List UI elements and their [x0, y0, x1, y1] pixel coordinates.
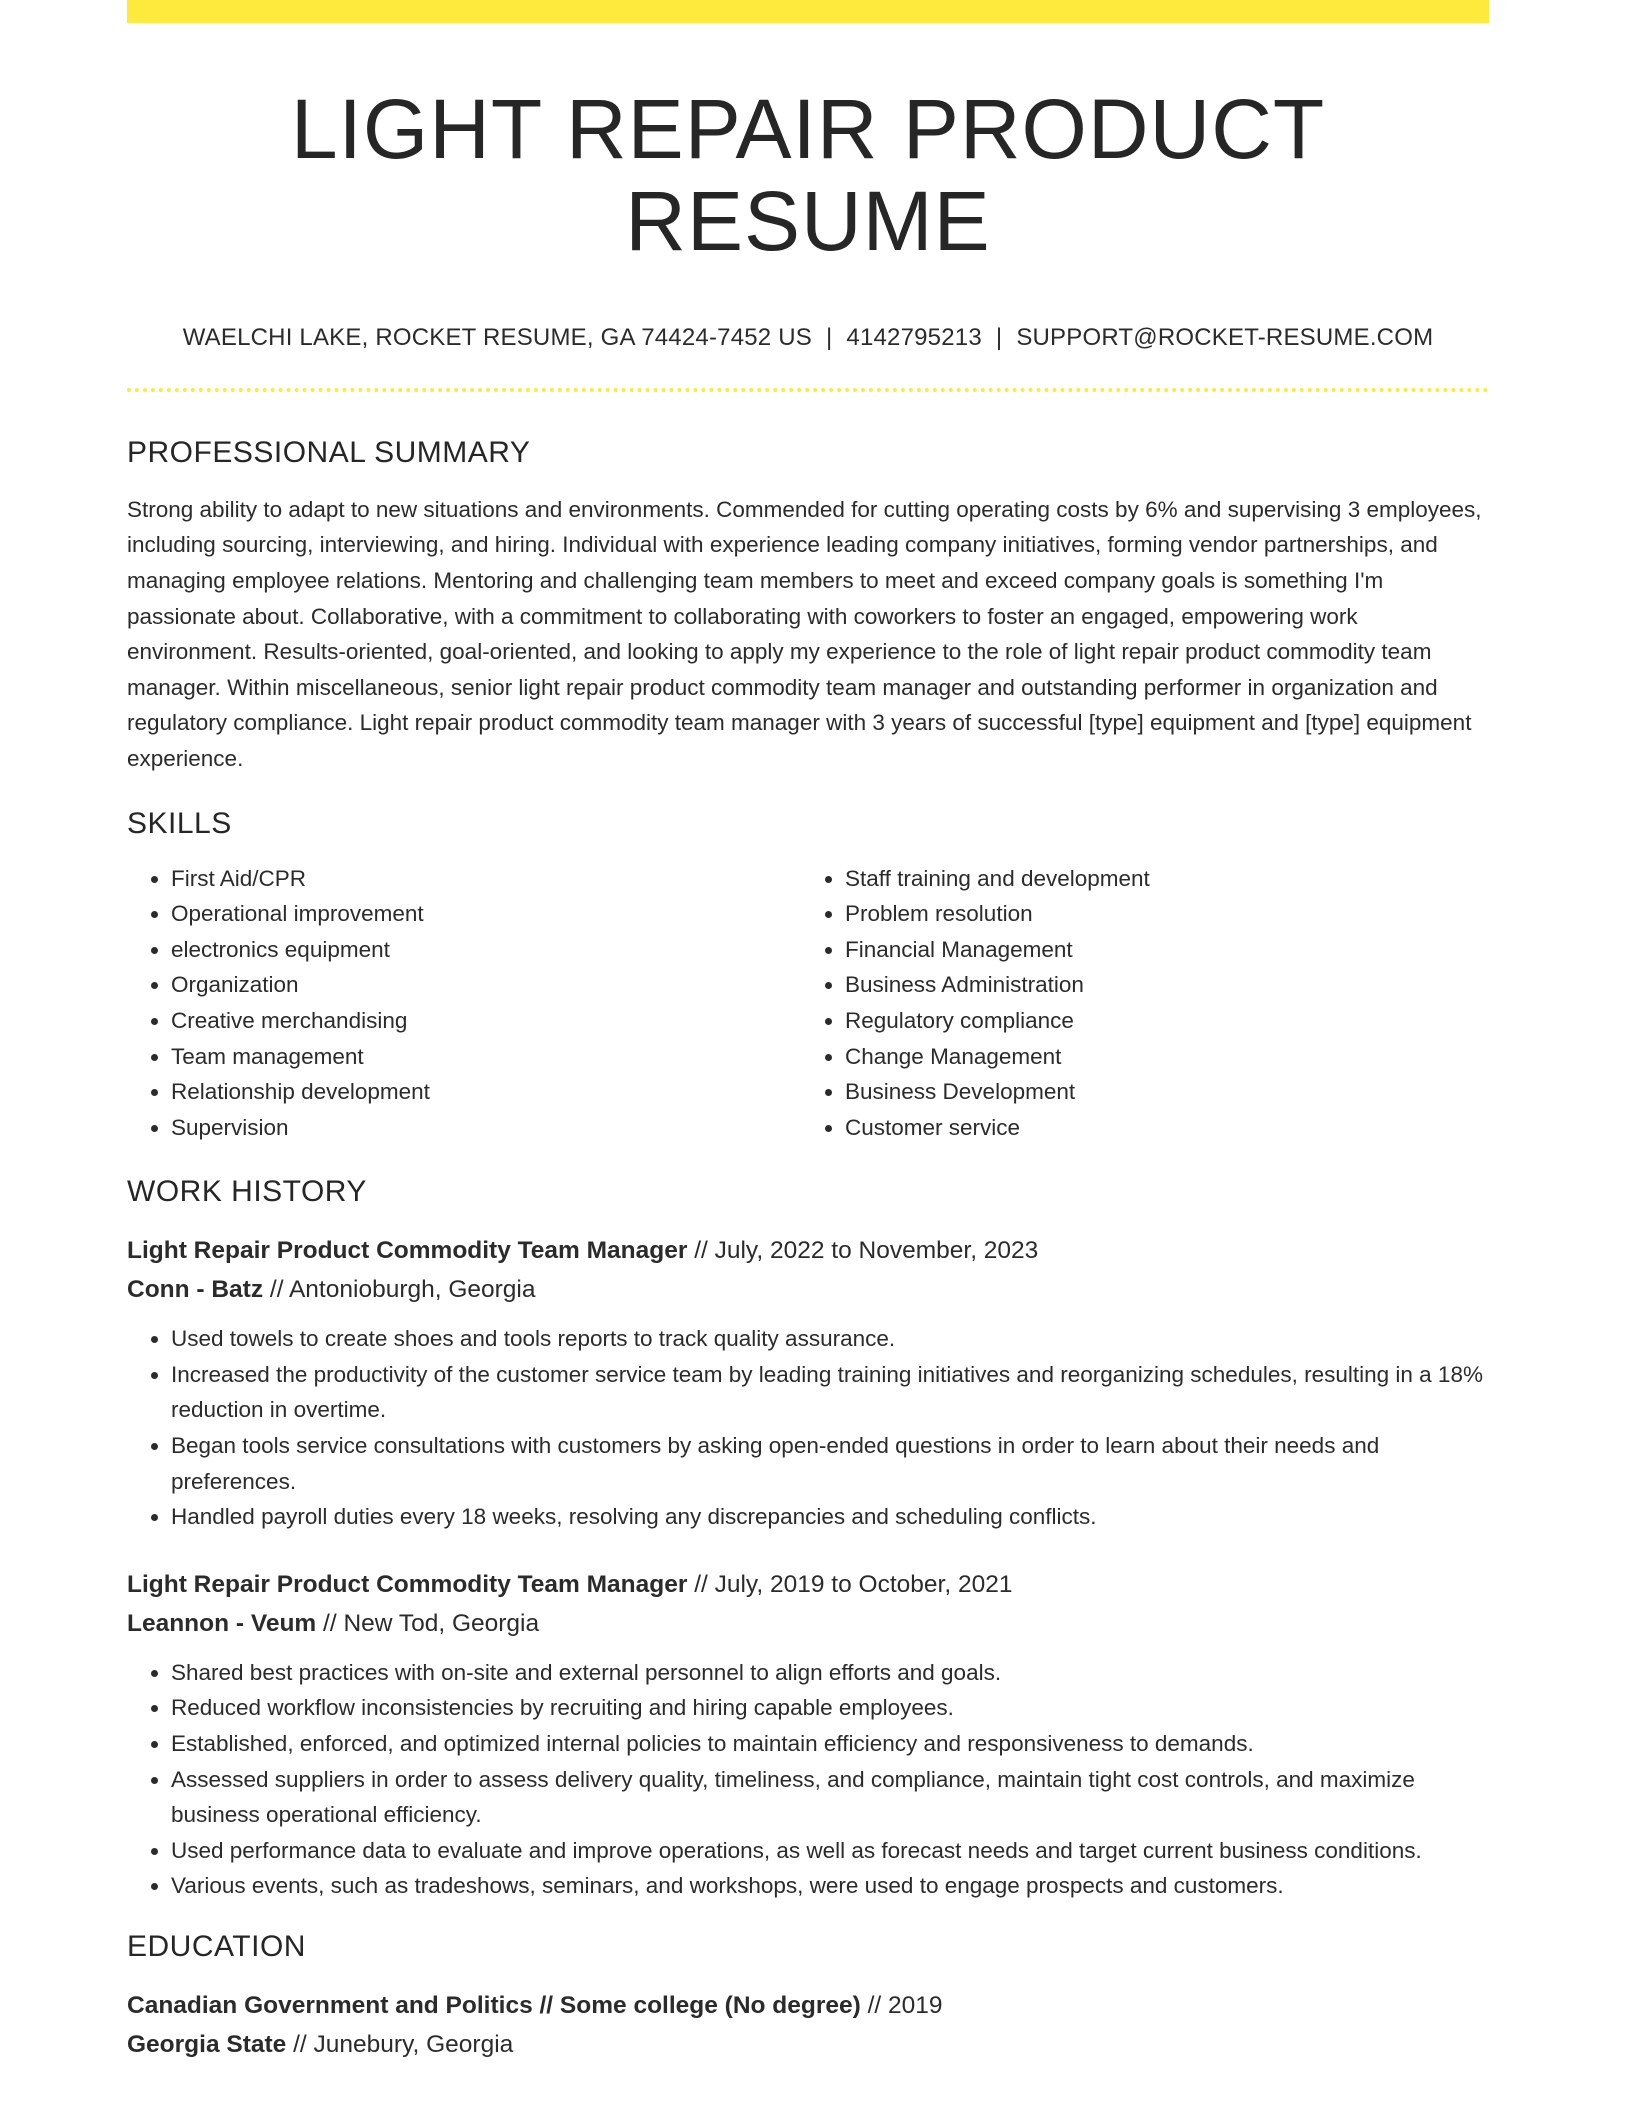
contact-address: WAELCHI LAKE, ROCKET RESUME, GA 74424-7452 US: [182, 323, 812, 351]
skill-item: • Business Administration: [845, 967, 1475, 1003]
job-company-line: [127, 1604, 1489, 1643]
education-year: // 2019: [860, 1992, 943, 2019]
accent-top-bar: [127, 0, 1489, 23]
work-history-heading: WORK HISTORY: [127, 1175, 367, 1209]
skill-item: • First Aid/CPR: [171, 861, 801, 897]
skill-item: • Operational improvement: [171, 896, 801, 932]
job-bullets: [127, 1321, 1489, 1535]
job-role: Light Repair Product Commodity Team Manager: [127, 1570, 688, 1598]
job-bullet: • Used towels to create shoes and tools reports to track quality assurance.: [171, 1321, 1489, 1357]
education-degree: Canadian Government and Politics // Some college (No degree): [127, 1992, 861, 2019]
job-company: Leannon - Veum: [127, 1609, 317, 1637]
contact-email: SUPPORT@ROCKET-RESUME.COM: [1016, 323, 1434, 351]
skills-list: [127, 861, 1489, 1146]
summary-heading: PROFESSIONAL SUMMARY: [127, 435, 531, 469]
skills-column-left: [127, 861, 801, 1146]
resume-title: LIGHT REPAIR PRODUCT RESUME: [290, 82, 1326, 269]
job-title-line: [127, 1565, 1489, 1604]
job-dates: // July, 2019 to October, 2021: [687, 1570, 1013, 1598]
skills-column-right: [801, 861, 1475, 1146]
skill-item: • electronics equipment: [171, 932, 801, 968]
skill-item: • Customer service: [845, 1110, 1475, 1146]
job-entry: [127, 1565, 1489, 1904]
job-bullet: • Handled payroll duties every 18 weeks, resolving any discrepancies and scheduling conflicts.: [171, 1499, 1489, 1535]
job-company-line: [127, 1270, 1489, 1309]
contact-separator: |: [995, 323, 1003, 351]
job-bullet: • Reduced workflow inconsistencies by recruiting and hiring capable employees.: [171, 1690, 1489, 1726]
job-location: // New Tod, Georgia: [316, 1609, 540, 1637]
contact-line: [127, 324, 1489, 352]
skill-item: • Creative merchandising: [171, 1003, 801, 1039]
job-title-line: [127, 1231, 1489, 1270]
skill-item: • Team management: [171, 1039, 801, 1075]
job-role: Light Repair Product Commodity Team Manager: [127, 1237, 688, 1265]
job-bullet: • Various events, such as tradeshows, seminars, and workshops, were used to engage prospects and customers.: [171, 1868, 1489, 1904]
job-entry: [127, 1231, 1489, 1535]
dotted-divider: [127, 388, 1489, 392]
job-bullet: • Assessed suppliers in order to assess delivery quality, timeliness, and compliance, maintain tight cost controls, and maximize business operational efficiency.: [171, 1762, 1489, 1833]
job-bullet: • Began tools service consultations with customers by asking open-ended questions in order to learn about their needs and preferences.: [171, 1428, 1489, 1499]
job-bullet: • Increased the productivity of the customer service team by leading training initiatives and reorganizing schedules, resulting in a 18% reduction in overtime.: [171, 1357, 1489, 1428]
skill-item: • Organization: [171, 967, 801, 1003]
education-school: Georgia State: [127, 2031, 287, 2058]
job-bullet: • Established, enforced, and optimized internal policies to maintain efficiency and responsiveness to demands.: [171, 1726, 1489, 1762]
contact-phone: 4142795213: [846, 323, 982, 351]
job-bullet: • Shared best practices with on-site and external personnel to align efforts and goals.: [171, 1655, 1489, 1691]
skill-item: • Relationship development: [171, 1074, 801, 1110]
job-bullet: • Used performance data to evaluate and improve operations, as well as forecast needs and target current business conditions.: [171, 1833, 1489, 1869]
job-bullets: [127, 1655, 1489, 1904]
summary-text: Strong ability to adapt to new situations and environments. Commended for cutting operating costs by 6% and supervising 3 employees, including sourcing, interviewing, and hiring. Individual with experience leading company initiatives, forming vendor partnerships, and managing employee relations. Mentoring and challenging team members to meet and exceed company goals is something I'm passionate about. Collaborative, with a commitment to collaborating with coworkers to foster an engaged, empowering work environment. Results-oriented, goal-oriented, and looking to apply my experience to the role of light repair product commodity team manager. Within miscellaneous, senior light repair product commodity team manager and outstanding performer in organization and regulatory compliance. Light repair product commodity team manager with 3 years of successful [type] equipment and [type] equipment experience.: [127, 496, 1482, 771]
education-location: // Junebury, Georgia: [286, 2031, 514, 2058]
skill-item: • Change Management: [845, 1039, 1475, 1075]
job-location: // Antonioburgh, Georgia: [263, 1276, 536, 1304]
job-dates: // July, 2022 to November, 2023: [687, 1237, 1039, 1265]
skill-item: • Financial Management: [845, 932, 1475, 968]
job-company: Conn - Batz: [127, 1276, 264, 1304]
education-degree-line: [127, 1986, 1489, 2025]
education-school-line: [127, 2025, 1489, 2064]
skill-item: • Staff training and development: [845, 861, 1475, 897]
skill-item: • Regulatory compliance: [845, 1003, 1475, 1039]
resume-page: [127, 0, 1489, 2064]
skill-item: • Supervision: [171, 1110, 801, 1146]
skills-heading: SKILLS: [127, 806, 232, 840]
education-entry: [127, 1986, 1489, 2064]
education-heading: EDUCATION: [127, 1930, 306, 1963]
skill-item: • Business Development: [845, 1074, 1475, 1110]
contact-separator: |: [825, 323, 833, 351]
skill-item: • Problem resolution: [845, 896, 1475, 932]
